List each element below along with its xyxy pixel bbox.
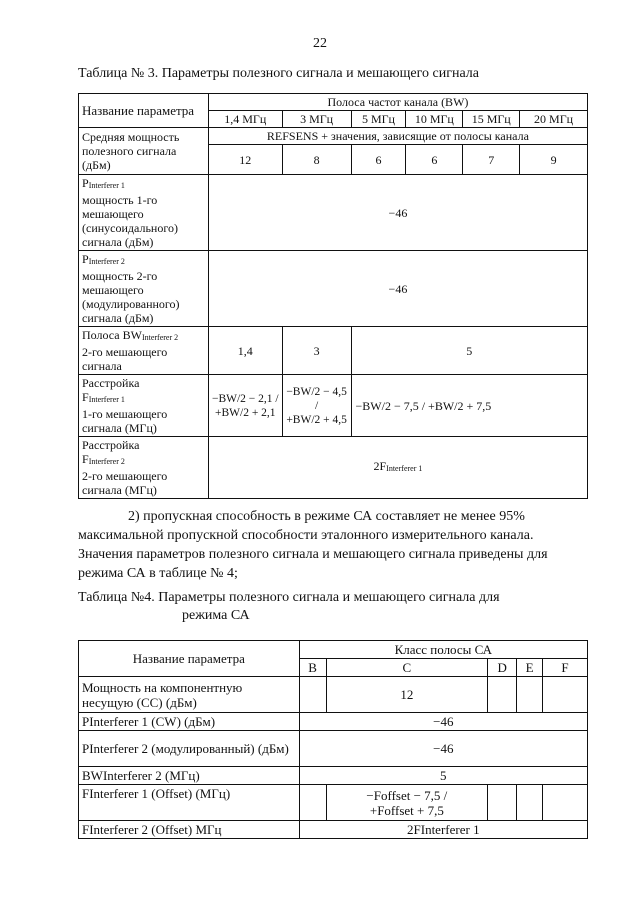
row1-note: REFSENS + значения, зависящие от полосы канала (208, 128, 587, 145)
row1-value-6: 9 (520, 145, 588, 175)
row4-value-1: 1,4 (208, 327, 282, 375)
bw-col-2: 3 МГц (282, 111, 351, 128)
row1-label: Средняя мощность полезного сигнала (дБм) (79, 128, 209, 175)
param-header: Название параметра (79, 94, 209, 128)
paragraph-line-1: 2) пропускная способность в режиме СА составляет не менее 95% (128, 509, 525, 524)
table4-row-value: −46 (299, 731, 587, 767)
table4-row-label: FInterferer 2 (Offset) МГц (79, 821, 300, 839)
paragraph-line-4: режима СА в таблице № 4; (78, 566, 238, 581)
row1-value-5: 7 (463, 145, 520, 175)
paragraph-line-2: максимальной пропускной способности эталонного измерительного канала. (78, 528, 534, 543)
row1-value-4: 6 (406, 145, 463, 175)
table4-caption: Таблица №4. Параметры полезного сигнала и мешающего сигнала для режима СА (78, 590, 500, 623)
table4-row-label: BWInterferer 2 (МГц) (79, 767, 300, 785)
class-col-e: E (517, 659, 543, 677)
row5-value-2: −BW/2 − 4,5 / +BW/2 + 4,5 (282, 375, 351, 437)
table4-row-label: FInterferer 1 (Offset) (МГц) (79, 785, 300, 821)
class-col-d: D (488, 659, 517, 677)
table4-row-label: PInterferer 2 (модулированный) (дБм) (79, 731, 300, 767)
row3-value: −46 (208, 251, 587, 327)
row1-value-1: 12 (208, 145, 282, 175)
class-col-f: F (543, 659, 588, 677)
bw-col-1: 1,4 МГц (208, 111, 282, 128)
table4-row-label: Мощность на компонентную несущую (СС) (дБм) (79, 677, 300, 713)
row5-label: Расстройка $F_{Interferer 1}$ 1-го мешающего сигнала (МГц) (79, 375, 209, 437)
row5-value-3: −BW/2 − 7,5 / +BW/2 + 7,5 (351, 375, 587, 437)
table4 (78, 640, 588, 839)
bw-col-3: 5 МГц (351, 111, 406, 128)
class-col-b: B (299, 659, 326, 677)
row1-value-2: 8 (282, 145, 351, 175)
class-col-c: C (326, 659, 488, 677)
table4-row-value: 5 (299, 767, 587, 785)
row4-label: Полоса $BW_{Interferer 2}$ 2-го мешающего сигнала (79, 327, 209, 375)
row4-value-2: 3 (282, 327, 351, 375)
table4-row-value: −46 (299, 713, 587, 731)
table4-row-value: 2FInterferer 1 (299, 821, 587, 839)
table4-param-header: Название параметра (79, 641, 300, 677)
bw-header: Полоса частот канала (BW) (208, 94, 587, 111)
bw-col-4: 10 МГц (406, 111, 463, 128)
bw-col-5: 15 МГц (463, 111, 520, 128)
row1-value-3: 6 (351, 145, 406, 175)
table4-row-value: 12 (326, 677, 488, 713)
row6-label: Расстройка $F_{Interferer 2}$ 2-го мешающего сигнала (МГц) (79, 437, 209, 499)
table3 (78, 93, 588, 499)
row5-value-1: −BW/2 − 2,1 / +BW/2 + 2,1 (208, 375, 282, 437)
bw-col-6: 20 МГц (520, 111, 588, 128)
table3-caption: Таблица № 3. Параметры полезного сигнала и мешающего сигнала (78, 66, 479, 81)
row4-value-3: 5 (351, 327, 587, 375)
row3-label: $P_{Interferer 2}$ мощность 2-го мешающего (модулированного) сигнала (дБм) (79, 251, 209, 327)
table4-row-label: PInterferer 1 (CW) (дБм) (79, 713, 300, 731)
row2-value: −46 (208, 175, 587, 251)
row6-value: $2F_{Interferer 1}$ (208, 437, 587, 499)
page-number: 22 (313, 36, 327, 51)
paragraph-line-3: Значения параметров полезного сигнала и мешающего сигнала приведены для (78, 547, 548, 562)
table4-class-header: Класс полосы СА (299, 641, 587, 659)
row2-label: $P_{Interferer 1}$ мощность 1-го мешающего (синусоидального) сигнала (дБм) (79, 175, 209, 251)
table4-row-value: −Foffset − 7,5 / +Foffset + 7,5 (326, 785, 488, 821)
